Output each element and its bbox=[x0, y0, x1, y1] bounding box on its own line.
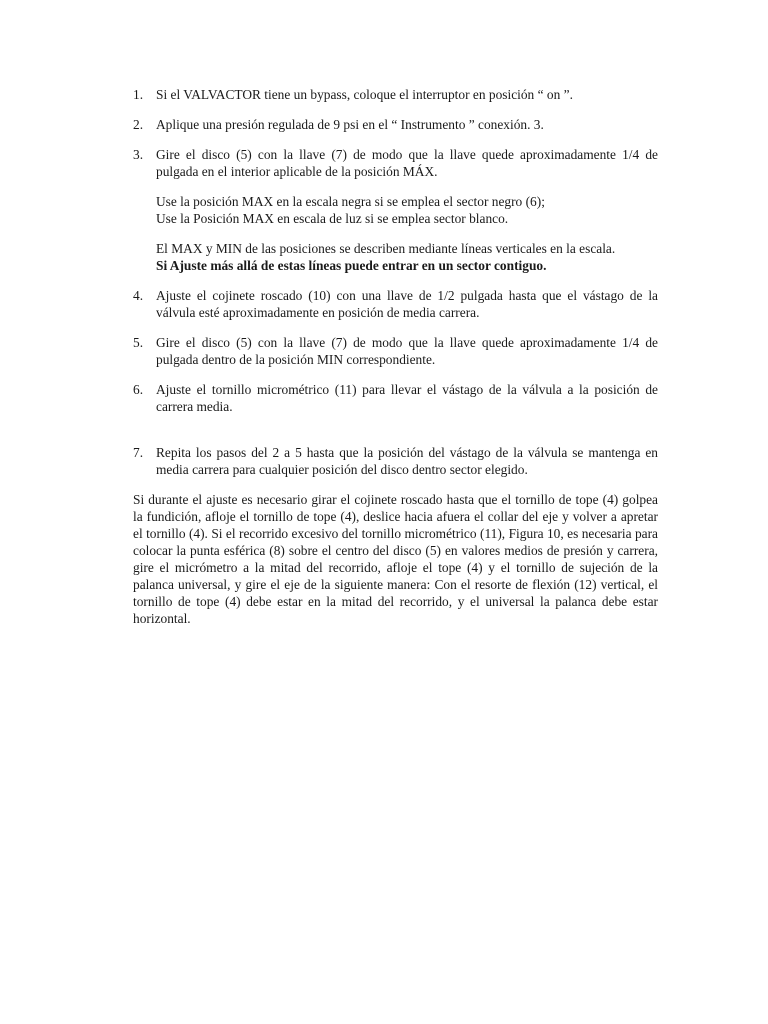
step-text: Ajuste el tornillo micrométrico (11) para llevar el vástago de la válvula a la posición de carrera media. bbox=[156, 382, 658, 414]
minmax-block bbox=[133, 240, 658, 274]
step-text: Aplique una presión regulada de 9 psi en el “ Instrumento ” conexión. 3. bbox=[156, 117, 544, 132]
step-number: 7. bbox=[133, 445, 144, 460]
final-paragraph: Si durante el ajuste es necesario girar el cojinete roscado hasta que el tornillo de tope (4) golpea la fundición, afloje el tornillo de tope (4), deslice hacia afuera el collar del eje y volver a apretar el tornillo (4). Si el recorrido excesivo del tornillo micrométrico (11), Figura 10, es necesaria para colocar la punta esférica (8) sobre el centro del disco (5) en valores medios de presión y carrera, gire el micrómetro a la mitad del recorrido, afloje el tope (4) y el tornillo de sujeción de la palanca universal, y gire el eje de la siguiente manera: Con el resorte de flexión (12) vertical, el tornillo de tope (4) debe estar en la mitad del recorrido, y el universal la palanca debe estar horizontal. bbox=[133, 492, 658, 626]
document-page bbox=[133, 86, 658, 640]
step-3 bbox=[133, 146, 658, 180]
note-line-white-sector: Use la Posición MAX en escala de luz si se emplea sector blanco. bbox=[156, 211, 509, 226]
step-number: 2. bbox=[133, 117, 144, 132]
step-number: 4. bbox=[133, 288, 144, 303]
step-6 bbox=[133, 381, 658, 415]
step-2 bbox=[133, 116, 658, 133]
note-line-black-sector: Use la posición MAX en la escala negra si se emplea el sector negro (6); bbox=[156, 194, 545, 209]
step-text: Ajuste el cojinete roscado (10) con una llave de 1/2 pulgada hasta que el vástago de la válvula esté aproximadamente en posición de media carrera. bbox=[156, 288, 658, 320]
step-7 bbox=[133, 444, 658, 478]
step-4 bbox=[133, 287, 658, 321]
step-number: 1. bbox=[133, 87, 144, 102]
step-text: Si el VALVACTOR tiene un bypass, coloque el interruptor en posición “ on ”. bbox=[156, 87, 573, 102]
minmax-description: El MAX y MIN de las posiciones se describen mediante líneas verticales en la escala. bbox=[156, 241, 616, 256]
step-5 bbox=[133, 334, 658, 368]
step-text: Gire el disco (5) con la llave (7) de modo que la llave quede aproximadamente 1/4 de pulgada dentro de la posición MIN correspondiente. bbox=[156, 335, 658, 367]
step-number: 5. bbox=[133, 335, 144, 350]
max-position-note bbox=[156, 193, 658, 227]
step-text: Gire el disco (5) con la llave (7) de modo que la llave quede aproximadamente 1/4 de pulgada en el interior aplicable de la posición MÁX. bbox=[156, 147, 658, 179]
step-number: 3. bbox=[133, 147, 144, 162]
warning-text: Si Ajuste más allá de estas líneas puede entrar en un sector contiguo. bbox=[156, 258, 547, 273]
blank-line bbox=[133, 428, 658, 444]
step-text: Repita los pasos del 2 a 5 hasta que la posición del vástago de la válvula se mantenga en media carrera para cualquier posición del disco dentro sector elegido. bbox=[156, 445, 658, 477]
step-number: 6. bbox=[133, 382, 144, 397]
step-1 bbox=[133, 86, 658, 103]
